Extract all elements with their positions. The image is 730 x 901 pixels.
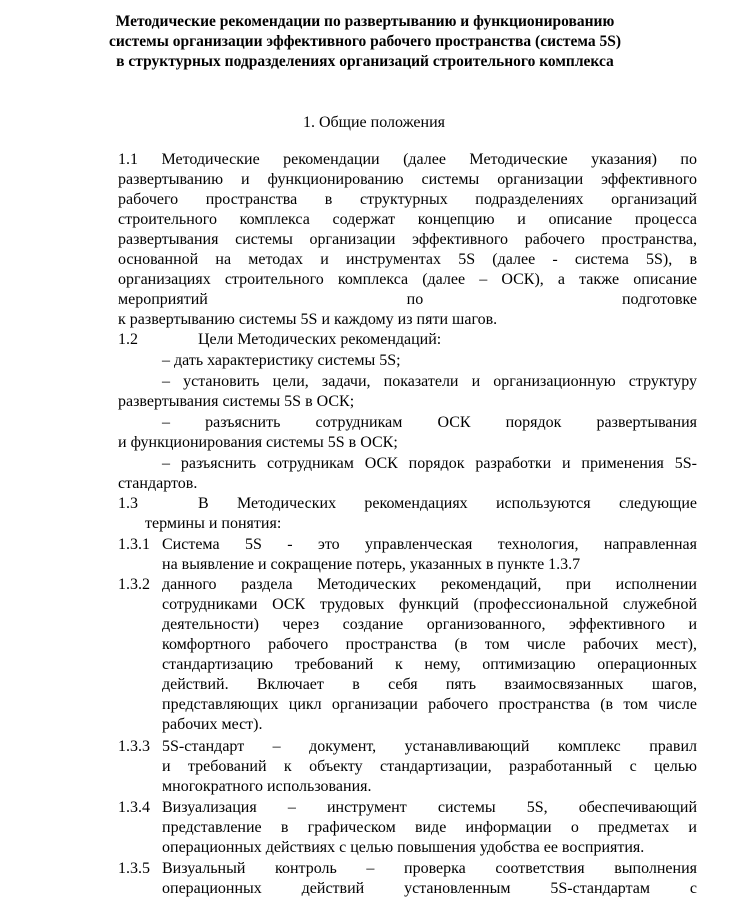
p11-line-1: 1.1 Методические рекомендации (далее Методические указания) по [118, 151, 697, 168]
item-3-line-1: 5S-стандарт – документ, устанавливающий комплекс правил [162, 738, 697, 755]
title-line-2: системы организации эффективного рабочего пространства (система 5S) [108, 33, 621, 50]
item-2-line-8: рабочих мест). [162, 716, 263, 733]
title-line-3: в структурных подразделениях организаций строительного комплекса [116, 53, 614, 70]
bullet-2: – установить цели, задачи, показатели и организационную структуру [162, 373, 697, 390]
item-1-line-1: Система 5S - это управленческая технология, направленная [162, 536, 697, 553]
bullet-3-cont: и функционирования системы 5S в ОСК; [118, 434, 398, 451]
bullet-3: – разъяснить сотрудникам ОСК порядок развертывания [162, 414, 697, 431]
bullet-4: – разъяснить сотрудникам ОСК порядок разработки и применения 5S- [162, 455, 697, 472]
bullet-2-cont: развертывания системы 5S в ОСК; [118, 393, 355, 410]
item-2-line-2: сотрудниками ОСК трудовых функций (профессиональной служебной [162, 596, 697, 613]
item-2-number: 1.3.2 [118, 576, 150, 593]
item-5-line-2: операционных действий установленным 5S-стандартам с [162, 880, 697, 897]
item-5-line-1: Визуальный контроль – проверка соответствия выполнения [162, 860, 697, 877]
p12-number: 1.2 [118, 331, 138, 348]
item-1-line-2: на выявление и сокращение потерь, указанных в пункте 1.3.7 [162, 556, 581, 573]
title-line-1: Методические рекомендации по развертыванию и функционированию [115, 13, 615, 30]
item-4-line-2: представление в графическом виде информации о предметах и [162, 819, 697, 836]
item-1-number: 1.3.1 [118, 536, 150, 553]
item-4-number: 1.3.4 [118, 799, 150, 816]
document-title [100, 12, 630, 72]
item-4-line-1: Визуализация – инструмент системы 5S, обеспечивающий [162, 799, 697, 816]
p11-line-7: организациях строительного комплекса (далее – ОСК), а также описание [118, 271, 697, 288]
section-heading: 1. Общие положения [302, 114, 446, 131]
item-3-line-3: многократного использования. [162, 778, 372, 795]
item-2-line-4: комфортного рабочего пространства (в том числе рабочих мест), [162, 636, 697, 653]
item-3-number: 1.3.3 [118, 738, 150, 755]
p12-text: Цели Методических рекомендаций: [198, 331, 442, 348]
item-3-line-2: и требований к объекту стандартизации, разработанный с целью [162, 758, 697, 775]
p13-number: 1.3 [118, 495, 138, 512]
item-2-line-3: деятельности) через создание организованного, эффективного и [162, 616, 697, 633]
item-2-line-6: действий. Включает в себя пять взаимосвязанных шагов, [162, 676, 697, 693]
item-5-number: 1.3.5 [118, 860, 150, 877]
p13-text: В Методических рекомендациях используются следующие [198, 495, 697, 512]
p11-line-5: развертывания системы организации эффективного рабочего пространства, [118, 231, 697, 248]
p11-line-4: строительного комплекса содержат концепцию и описание процесса [118, 211, 697, 228]
p11-line-2: развертыванию и функционированию системы организации эффективного [118, 171, 697, 188]
p11-line-6: основанной на методах и инструментах 5S (далее - система 5S), в [118, 251, 697, 268]
item-4-line-3: операционных действиях с целью повышения удобства ее восприятия. [162, 839, 645, 856]
p11-line-9: к развертыванию системы 5S и каждому из пяти шагов. [118, 311, 498, 328]
item-2-line-1: данного раздела Методических рекомендаций, при исполнении [162, 576, 697, 593]
item-2-line-7: представляющих цикл организации рабочего пространства (в том числе [162, 696, 697, 713]
p11-line-3: рабочего пространства в структурных подразделениях организаций [118, 191, 697, 208]
p11-line-8: мероприятий по подготовке [118, 291, 697, 308]
bullet-4-cont: стандартов. [118, 475, 198, 492]
bullet-1: – дать характеристику системы 5S; [162, 352, 401, 369]
item-2-line-5: стандартизацию требований к нему, оптимизацию операционных [162, 656, 697, 673]
p13-cont: термины и понятия: [145, 515, 282, 532]
